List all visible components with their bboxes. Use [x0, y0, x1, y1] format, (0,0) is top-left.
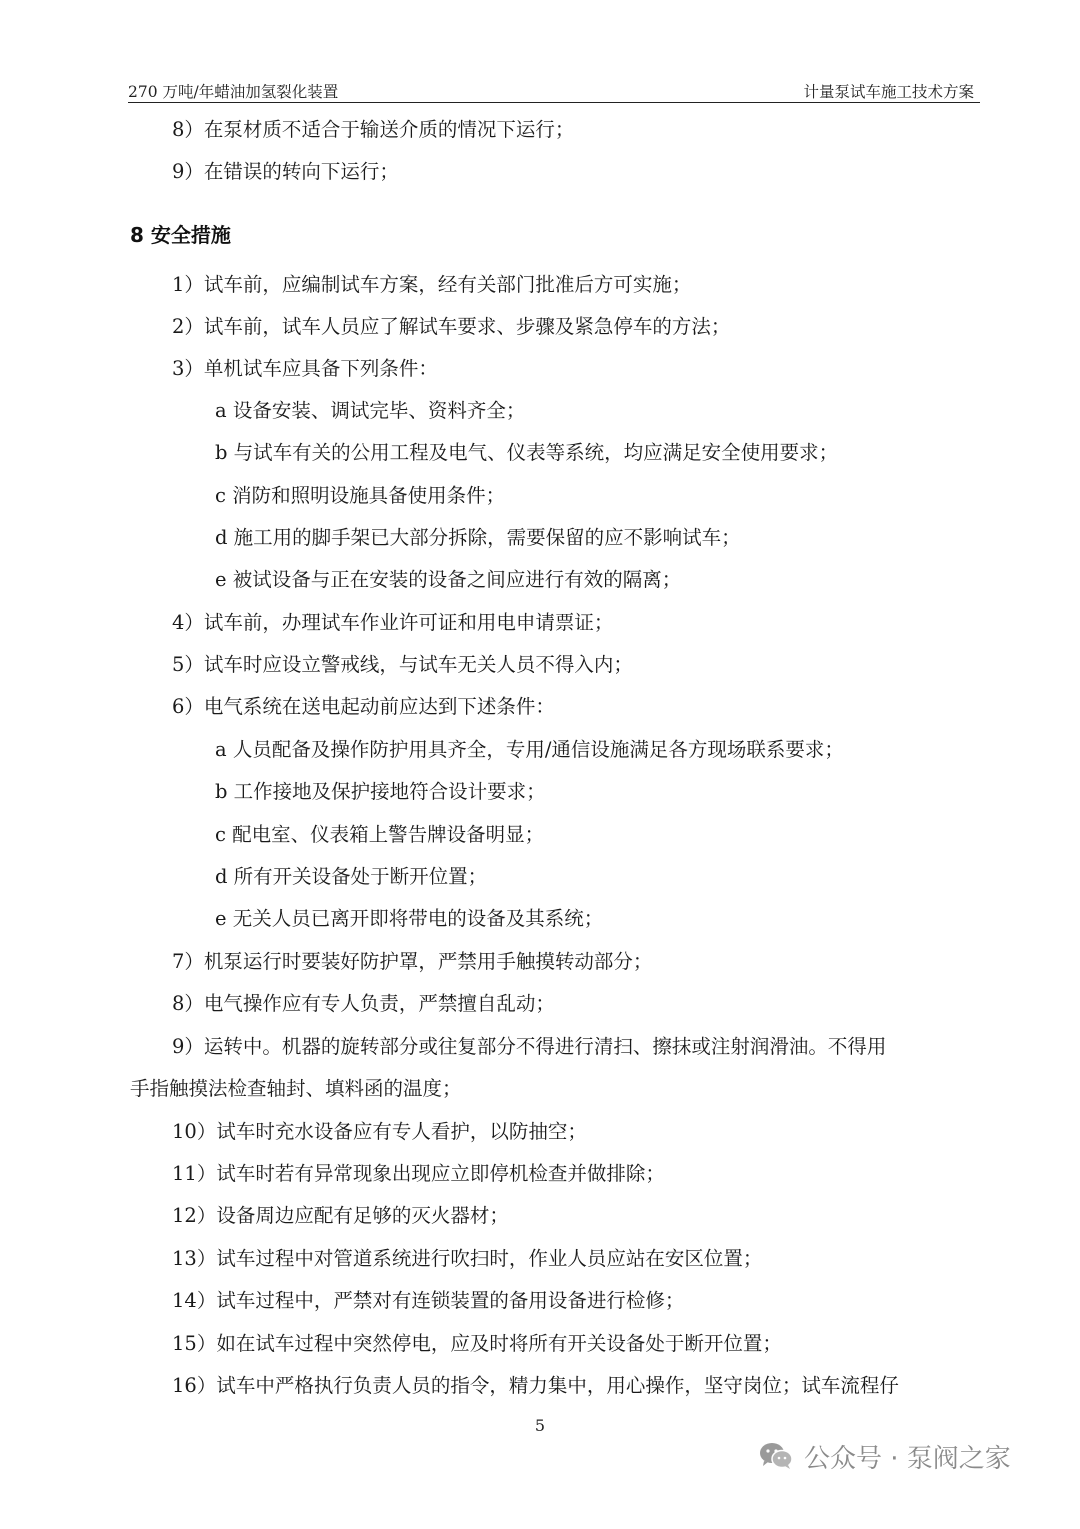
- watermark-text: 公众号 · 泵阀之家: [804, 1443, 1011, 1474]
- list-item-continuation: 手指触摸法检查轴封、填料函的温度；: [130, 1077, 462, 1100]
- wechat-icon: [758, 1440, 794, 1472]
- list-item: 5）试车时应设立警戒线，与试车无关人员不得入内；: [172, 653, 633, 676]
- sub-list-item: d 所有开关设备处于断开位置；: [215, 865, 488, 888]
- list-item: 4）试车前，办理试车作业许可证和用电申请票证；: [172, 611, 614, 634]
- list-item: 7）机泵运行时要装好防护罩，严禁用手触摸转动部分；: [172, 950, 653, 973]
- list-item: 13）试车过程中对管道系统进行吹扫时，作业人员应站在安区位置；: [172, 1247, 763, 1270]
- sub-list-item: b 工作接地及保护接地符合设计要求；: [215, 780, 546, 803]
- list-item: 6）电气系统在送电起动前应达到下述条件：: [172, 695, 555, 718]
- watermark: [758, 1436, 1011, 1476]
- list-item: 9）在错误的转向下运行；: [172, 160, 399, 183]
- list-item: 11）试车时若有异常现象出现应立即停机检查并做排除；: [172, 1162, 665, 1185]
- list-item: 9）运转中。机器的旋转部分或往复部分不得进行清扫、擦抹或注射润滑油。不得用: [172, 1035, 887, 1058]
- list-item: 15）如在试车过程中突然停电，应及时将所有开关设备处于断开位置；: [172, 1332, 782, 1355]
- list-item: 16）试车中严格执行负责人员的指令，精力集中，用心操作，坚守岗位；试车流程仔: [172, 1374, 899, 1397]
- list-item: 8）电气操作应有专人负责，严禁擅自乱动；: [172, 992, 555, 1015]
- list-item: 12）设备周边应配有足够的灭火器材；: [172, 1204, 509, 1227]
- sub-list-item: d 施工用的脚手架已大部分拆除，需要保留的应不影响试车；: [215, 526, 741, 549]
- header-project-title: 270 万吨/年蜡油加氢裂化装置: [128, 83, 339, 101]
- list-item: 10）试车时充水设备应有专人看护，以防抽空；: [172, 1120, 587, 1143]
- list-item: 2）试车前，试车人员应了解试车要求、步骤及紧急停车的方法；: [172, 315, 731, 338]
- sub-list-item: e 被试设备与正在安装的设备之间应进行有效的隔离；: [215, 568, 682, 591]
- page-header: [128, 74, 980, 103]
- sub-list-item: c 配电室、仪表箱上警告牌设备明显；: [215, 823, 545, 846]
- sub-list-item: c 消防和照明设施具备使用条件；: [215, 484, 506, 507]
- sub-list-item: b 与试车有关的公用工程及电气、仪表等系统，均应满足安全使用要求；: [215, 441, 839, 464]
- sub-list-item: a 人员配备及操作防护用具齐全，专用/通信设施满足各方现场联系要求；: [215, 738, 844, 761]
- page-number: 5: [534, 1416, 546, 1435]
- section-heading: 8 安全措施: [130, 223, 231, 247]
- list-item: 14）试车过程中，严禁对有连锁装置的备用设备进行检修；: [172, 1289, 685, 1312]
- sub-list-item: e 无关人员已离开即将带电的设备及其系统；: [215, 907, 604, 930]
- list-item: 3）单机试车应具备下列条件：: [172, 357, 438, 380]
- list-item: 8）在泵材质不适合于输送介质的情况下运行；: [172, 118, 575, 141]
- header-document-title: 计量泵试车施工技术方案: [803, 83, 974, 101]
- sub-list-item: a 设备安装、调试完毕、资料齐全；: [215, 399, 526, 422]
- list-item: 1）试车前，应编制试车方案，经有关部门批准后方可实施；: [172, 273, 692, 296]
